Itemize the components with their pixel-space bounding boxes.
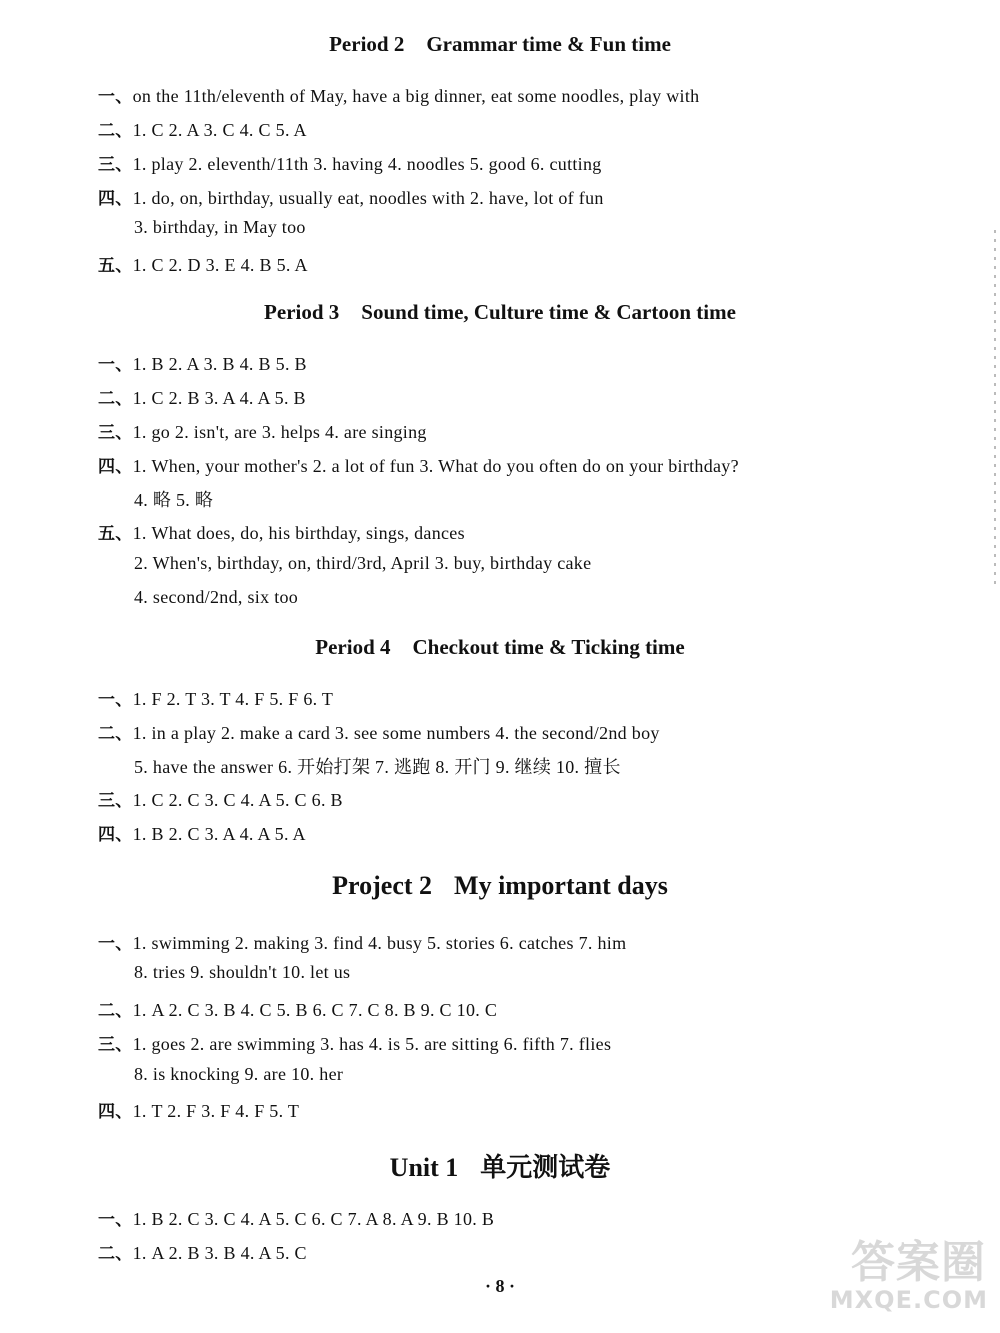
answer-line [98, 820, 306, 845]
answer-text: 1. goes 2. are swimming 3. has 4. is 5. are sitting 6. fifth 7. flies [132, 1034, 612, 1054]
answer-text: 4. second/2nd, six too [134, 587, 299, 607]
answer-line [98, 82, 699, 107]
answer-line [98, 719, 660, 744]
answer-text: on the 11th/eleventh of May, have a big dinner, eat some noodles, play with [132, 86, 700, 106]
question-marker: 四、 [98, 1102, 133, 1122]
answer-text: 1. B 2. C 3. C 4. A 5. C 6. C 7. A 8. A 9. B 10. B [132, 1209, 495, 1229]
answer-line [98, 786, 343, 811]
answer-line [98, 251, 308, 276]
section-number: Project 2 [332, 871, 433, 900]
answer-text: 1. F 2. T 3. T 4. F 5. F 6. T [132, 689, 334, 709]
answer-line [98, 1239, 307, 1264]
watermark-logo [829, 1222, 992, 1327]
answer-text: 8. tries 9. shouldn't 10. let us [134, 962, 351, 982]
answer-text: 1. in a play 2. make a card 3. see some numbers 4. the second/2nd boy [132, 723, 660, 743]
answer-text: 1. When, your mother's 2. a lot of fun 3. What do you often do on your birthday? [132, 456, 739, 476]
answer-text: 1. do, on, birthday, usually eat, noodles with 2. have, lot of fun [132, 188, 604, 208]
answer-line [98, 1030, 611, 1055]
section-number: Period 2 [329, 32, 405, 56]
question-marker: 二、 [98, 121, 133, 141]
section-heading-unit-1 [0, 1147, 1000, 1184]
question-marker: 一、 [98, 690, 133, 710]
answer-line [98, 184, 604, 209]
question-marker: 二、 [98, 724, 133, 744]
answer-text: 1. C 2. D 3. E 4. B 5. A [132, 255, 308, 275]
answer-text: 1. B 2. A 3. B 4. B 5. B [132, 354, 307, 374]
question-marker: 一、 [98, 934, 133, 954]
answer-line [98, 1205, 494, 1230]
answer-text: 1. play 2. eleventh/11th 3. having 4. noodles 5. good 6. cutting [132, 154, 602, 174]
answer-line-continued [134, 217, 306, 238]
section-heading-period-4 [0, 635, 1000, 660]
answer-line [98, 350, 307, 375]
section-heading-period-3 [0, 300, 1000, 325]
answer-line-continued [134, 587, 298, 608]
answer-line [98, 150, 602, 175]
answer-text: 1. A 2. B 3. B 4. A 5. C [132, 1243, 307, 1263]
question-marker: 五、 [98, 256, 133, 276]
question-marker: 一、 [98, 87, 133, 107]
answer-line-continued [134, 753, 621, 779]
section-title: Sound time, Culture time & Cartoon time [361, 300, 736, 324]
answer-line [98, 1097, 299, 1122]
answer-line-continued [134, 486, 213, 512]
question-marker: 三、 [98, 423, 133, 443]
answer-line [98, 116, 307, 141]
section-number: Period 3 [264, 300, 340, 324]
answer-line [98, 418, 427, 443]
question-marker: 三、 [98, 155, 133, 175]
answer-line [98, 384, 306, 409]
section-title: 单元测试卷 [480, 1153, 611, 1182]
answer-line-continued [134, 962, 350, 983]
section-number: Unit 1 [389, 1153, 459, 1182]
answer-text: 4. 略 5. 略 [134, 490, 214, 510]
section-title: Grammar time & Fun time [426, 32, 671, 56]
answer-text: 2. When's, birthday, on, third/3rd, April 3. buy, birthday cake [134, 553, 592, 573]
answer-text: 1. C 2. B 3. A 4. A 5. B [132, 388, 306, 408]
section-heading-project-2 [0, 871, 1000, 901]
answer-text: 3. birthday, in May too [134, 217, 306, 237]
question-marker: 一、 [98, 1210, 133, 1230]
answer-line-continued [134, 1064, 343, 1085]
answer-text: 1. go 2. isn't, are 3. helps 4. are singing [132, 422, 427, 442]
answer-text: 1. B 2. C 3. A 4. A 5. A [132, 824, 306, 844]
question-marker: 二、 [98, 1244, 133, 1264]
answer-line [98, 519, 465, 544]
answer-line [98, 452, 739, 477]
question-marker: 四、 [98, 825, 133, 845]
answer-text: 1. A 2. C 3. B 4. C 5. B 6. C 7. C 8. B 9. C 10. C [132, 1000, 498, 1020]
answer-line [98, 929, 626, 954]
question-marker: 二、 [98, 1001, 133, 1021]
watermark-text: 答案圈 [851, 1237, 986, 1288]
question-marker: 一、 [98, 355, 133, 375]
question-marker: 三、 [98, 1035, 133, 1055]
question-marker: 三、 [98, 791, 133, 811]
section-title: My important days [454, 871, 668, 900]
answer-text: 1. C 2. C 3. C 4. A 5. C 6. B [132, 790, 343, 810]
answer-text: 8. is knocking 9. are 10. her [134, 1064, 344, 1084]
page-number: · 8 · [484, 1276, 515, 1296]
section-number: Period 4 [315, 635, 391, 659]
section-heading-period-2 [0, 32, 1000, 57]
question-marker: 二、 [98, 389, 133, 409]
answer-line [98, 996, 497, 1021]
question-marker: 五、 [98, 524, 133, 544]
answer-line [98, 685, 333, 710]
answer-text: 1. swimming 2. making 3. find 4. busy 5. stories 6. catches 7. him [132, 933, 627, 953]
watermark-url: MXQE.COM [829, 1286, 988, 1314]
answer-text: 1. What does, do, his birthday, sings, dances [132, 523, 465, 543]
question-marker: 四、 [98, 189, 133, 209]
answer-text: 1. T 2. F 3. F 4. F 5. T [132, 1101, 300, 1121]
section-title: Checkout time & Ticking time [412, 635, 685, 659]
answer-line-continued [134, 553, 591, 574]
scan-edge-marks [994, 230, 996, 590]
answer-text: 5. have the answer 6. 开始打架 7. 逃跑 8. 开门 9. 继续 10. 擅长 [134, 757, 621, 777]
answer-text: 1. C 2. A 3. C 4. C 5. A [132, 120, 307, 140]
question-marker: 四、 [98, 457, 133, 477]
